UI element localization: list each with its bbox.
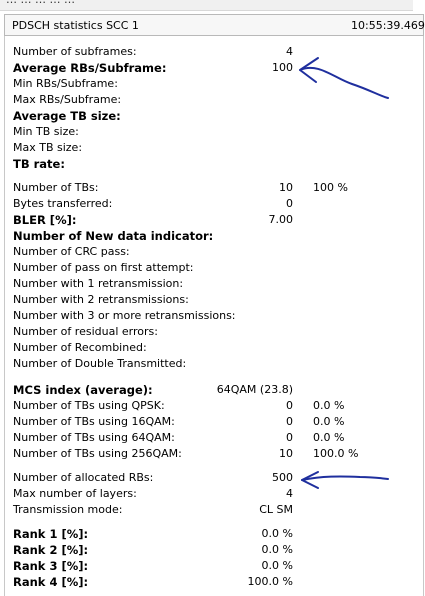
row-value: 4: [286, 45, 293, 58]
row-extra: 0.0 %: [313, 431, 345, 444]
row-value: 100.0 %: [247, 575, 293, 588]
row-extra: 100 %: [313, 181, 348, 194]
row-label: Number of allocated RBs:: [13, 471, 154, 484]
row-value: 64QAM (23.8): [216, 383, 293, 396]
top-strip-text: [6, 0, 75, 6]
row-max-tb-size: [13, 140, 82, 156]
row-min-tb-size: [13, 124, 79, 140]
row-label: Number of TBs using 16QAM:: [13, 415, 175, 428]
row-label: Number of TBs using QPSK:: [13, 399, 165, 412]
row-label: Max TB size:: [13, 141, 83, 154]
row-double-tx: [13, 356, 186, 372]
row-label: Bytes transferred:: [13, 197, 113, 210]
row-residual-errors: [13, 324, 158, 340]
row-value: 0: [286, 431, 293, 444]
row-crc-pass: [13, 244, 130, 260]
row-tx-mode: [13, 502, 293, 518]
stats-panel: [4, 36, 424, 596]
row-extra: 0.0 %: [313, 399, 345, 412]
row-label: Number with 3 or more retransmissions:: [13, 309, 236, 322]
row-value: 10: [279, 181, 293, 194]
row-mcs-index: [13, 382, 293, 398]
row-min-rbs: [13, 76, 118, 92]
row-max-rbs: [13, 92, 121, 108]
row-value: 7.00: [268, 213, 293, 226]
row-label: Number of subframes:: [13, 45, 137, 58]
row-bytes: [13, 196, 293, 212]
row-pass-first: [13, 260, 194, 276]
row-label: Rank 2 [%]:: [13, 543, 89, 557]
row-label: Number with 2 retransmissions:: [13, 293, 189, 306]
row-label: Number of Recombined:: [13, 341, 147, 354]
row-rank-3: [13, 558, 293, 574]
row-max-layers: [13, 486, 293, 502]
row-64qam: [13, 430, 345, 446]
row-retx-1: [13, 276, 183, 292]
row-label: Rank 3 [%]:: [13, 559, 89, 573]
row-rank-1: [13, 526, 293, 542]
row-label: Number of TBs:: [13, 181, 99, 194]
row-label: Number of residual errors:: [13, 325, 158, 338]
row-value: 4: [286, 487, 293, 500]
row-value: 0.0 %: [261, 543, 293, 556]
row-num-tbs: [13, 180, 348, 196]
row-label: Number of pass on first attempt:: [13, 261, 194, 274]
top-strip: [0, 0, 413, 11]
row-retx-3plus: [13, 308, 236, 324]
row-qpsk: [13, 398, 345, 414]
row-label: TB rate:: [13, 157, 65, 171]
row-value: 0.0 %: [261, 527, 293, 540]
window-titlebar: [4, 14, 424, 36]
row-value: 0: [286, 197, 293, 210]
row-label: Transmission mode:: [13, 503, 123, 516]
row-value: 0.0 %: [261, 559, 293, 572]
row-extra: 0.0 %: [313, 415, 345, 428]
row-bler: [13, 212, 293, 228]
row-label: Average TB size:: [13, 109, 121, 123]
row-value: 0: [286, 415, 293, 428]
row-label: Number of TBs using 256QAM:: [13, 447, 182, 460]
row-rank-4: [13, 574, 293, 590]
row-retx-2: [13, 292, 189, 308]
row-label: Number of Double Transmitted:: [13, 357, 187, 370]
row-label: Number of New data indicator:: [13, 229, 214, 243]
row-label: BLER [%]:: [13, 213, 77, 227]
row-label: Rank 1 [%]:: [13, 527, 89, 541]
row-label: Number of CRC pass:: [13, 245, 130, 258]
row-value: CL SM: [259, 503, 293, 516]
row-value: 100: [272, 61, 293, 74]
row-label: Average RBs/Subframe:: [13, 61, 167, 75]
row-label: Rank 4 [%]:: [13, 575, 89, 589]
row-label: Max number of layers:: [13, 487, 137, 500]
row-value: 500: [272, 471, 293, 484]
row-avg-rbs: [13, 60, 293, 76]
row-16qam: [13, 414, 345, 430]
row-value: 10: [279, 447, 293, 460]
window-time: 10:55:39.469: [351, 19, 425, 32]
row-label: Min RBs/Subframe:: [13, 77, 118, 90]
row-recombined: [13, 340, 147, 356]
row-subframes: [13, 44, 293, 60]
row-rank-2: [13, 542, 293, 558]
row-allocated-rbs: [13, 470, 293, 486]
row-value: 0: [286, 399, 293, 412]
row-extra: 100.0 %: [313, 447, 359, 460]
row-label: Min TB size:: [13, 125, 79, 138]
row-256qam: [13, 446, 359, 462]
row-label: MCS index (average):: [13, 383, 153, 397]
row-label: Number of TBs using 64QAM:: [13, 431, 175, 444]
row-label: Max RBs/Subframe:: [13, 93, 122, 106]
row-label: Number with 1 retransmission:: [13, 277, 184, 290]
row-tb-rate: [13, 156, 65, 172]
row-avg-tb-size: [13, 108, 121, 124]
window-title: PDSCH statistics SCC 1: [12, 19, 139, 32]
row-ndi: [13, 228, 213, 244]
